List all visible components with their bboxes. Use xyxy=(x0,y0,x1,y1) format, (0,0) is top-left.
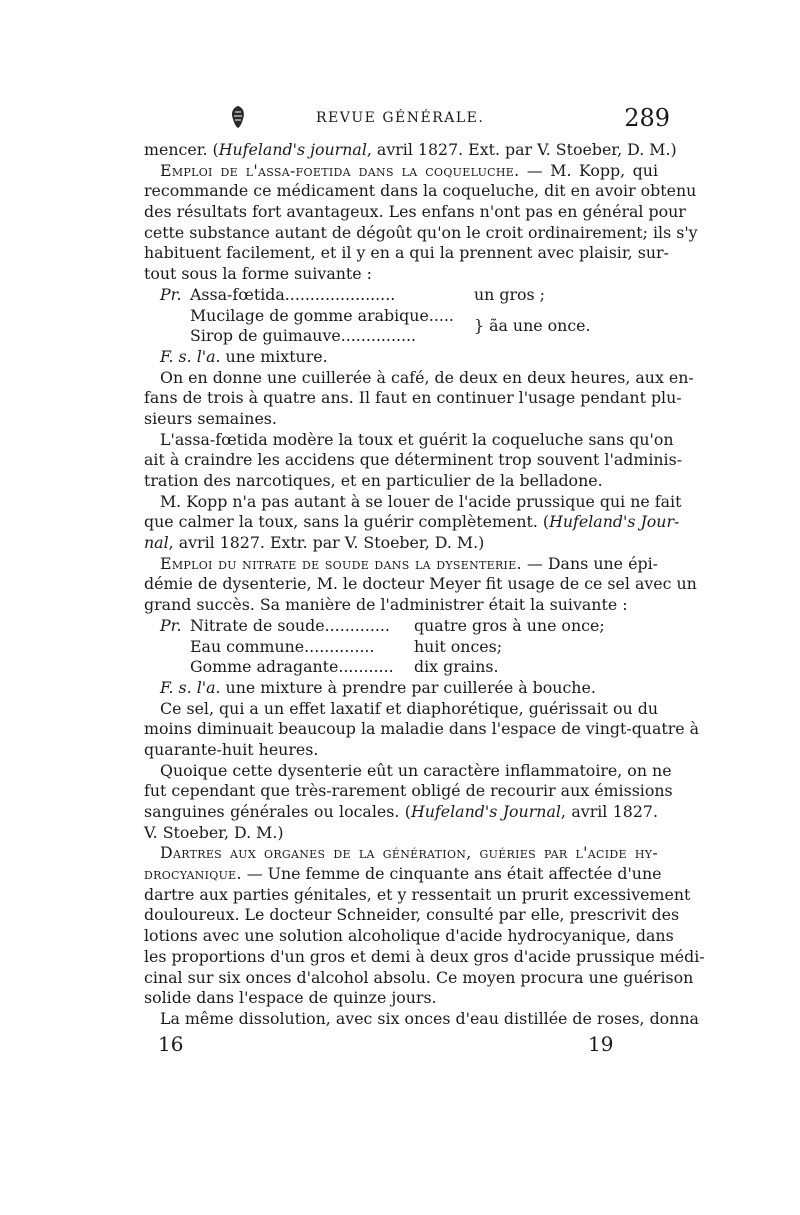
prescription-prefix: Pr. xyxy=(160,284,182,304)
prescription-item: Pr. Assa-fœtida...................... un gros ; xyxy=(160,284,545,304)
page-number: 289 xyxy=(624,104,670,132)
shared-dose: } ãa une once. xyxy=(474,315,591,335)
text-line: cette substance autant de dégoût qu'on le croit ordinairement; ils s'y xyxy=(144,222,698,242)
text-line: L'assa-fœtida modère la toux et guérit la coqueluche sans qu'on xyxy=(160,429,674,449)
text-line: Quoique cette dysenterie eût un caractère inflammatoire, on ne xyxy=(160,760,672,780)
page-body xyxy=(144,140,705,1030)
text-line: On en donne une cuillerée à café, de deux en deux heures, aux en- xyxy=(160,367,694,387)
text-line: fans de trois à quatre ans. Il faut en continuer l'usage pendant plu- xyxy=(144,388,682,408)
text-line: sieurs semaines. xyxy=(144,408,277,428)
text-line: M. Kopp n'a pas autant à se louer de l'acide prussique qui ne fait xyxy=(160,491,682,511)
running-title: REVUE GÉNÉRALE. xyxy=(316,110,485,126)
printer-ornament-icon xyxy=(228,104,248,130)
prescription-item: Eau commune.............. huit onces; xyxy=(190,636,503,656)
text-line: ait à craindre les accidens que déterminent trop souvent l'adminis- xyxy=(144,450,683,470)
prescription-instruction: F. s. l'a. une mixture. xyxy=(160,346,328,366)
section-title: Emploi de l'assa-foetida dans la coqueluche. xyxy=(160,160,520,180)
text-line: recommande ce médicament dans la coqueluche, dit en avoir obtenu xyxy=(144,181,697,201)
text-line: quarante-huit heures. xyxy=(144,739,319,759)
text-line: douloureux. Le docteur Schneider, consulté par elle, prescrivit des xyxy=(144,905,680,925)
page-footer xyxy=(148,1032,648,1062)
text-line: dartre aux parties génitales, et y ressentait un prurit excessivement xyxy=(144,884,691,904)
text-line: cinal sur six onces d'alcohol absolu. Ce moyen procura une guérison xyxy=(144,967,694,987)
text-line: que calmer la toux, sans la guérir complètement. (Hufeland's Jour- xyxy=(144,512,680,532)
text-line: solide dans l'espace de quinze jours. xyxy=(144,988,437,1008)
section-heading-line: drocyanique. — Une femme de cinquante ans était affectée d'une xyxy=(144,864,662,884)
text-line: habituent facilement, et il y en a qui la prennent avec plaisir, sur- xyxy=(144,243,669,263)
text-line: grand succès. Sa manière de l'administrer était la suivante : xyxy=(144,595,628,615)
text-line: nal, avril 1827. Extr. par V. Stoeber, D. M.) xyxy=(144,533,485,553)
prescription-2 xyxy=(144,616,658,699)
section-heading-line: Emploi du nitrate de soude dans la dysenterie. — Dans une épi- xyxy=(160,553,658,573)
text-line: tration des narcotiques, et en particulier de la belladone. xyxy=(144,471,603,490)
text-line: moins diminuait beaucoup la maladie dans l'espace de vingt-quatre à xyxy=(144,719,700,739)
text-line: les proportions d'un gros et demi à deux gros d'acide prussique médi- xyxy=(144,946,705,966)
signature-mark-left: 16 xyxy=(158,1032,184,1056)
prescription-instruction: F. s. l'a. une mixture à prendre par cuillerée à bouche. xyxy=(160,677,596,697)
prescription-1 xyxy=(144,285,658,368)
text-line: lotions avec une solution alcoholique d'acide hydrocyanique, dans xyxy=(144,926,674,946)
prescription-prefix: Pr. xyxy=(160,615,182,635)
section-title: Emploi du nitrate de soude dans la dysenterie. xyxy=(160,553,522,573)
text-line: sanguines générales ou locales. (Hufeland's Journal, avril 1827. xyxy=(144,802,658,821)
text-line: démie de dysenterie, M. le docteur Meyer fit usage de ce sel avec un xyxy=(144,574,697,594)
text-line: des résultats fort avantageux. Les enfans n'ont pas en général pour xyxy=(144,202,686,222)
prescription-item: Sirop de guimauve............... xyxy=(190,326,417,346)
text-line: Ce sel, qui a un effet laxatif et diaphorétique, guérissait ou du xyxy=(160,698,658,718)
section-heading-line: Emploi de l'assa-foetida dans la coqueluche. — M. Kopp, qui xyxy=(160,160,658,180)
prescription-item: Pr. Nitrate de soude............. quatre gros à une once; xyxy=(160,615,605,635)
text-line: La même dissolution, avec six onces d'eau distillée de roses, donna xyxy=(160,1008,699,1028)
prescription-item: Mucilage de gomme arabique..... } ãa une once. xyxy=(190,305,591,335)
section-title: drocyanique. xyxy=(144,864,242,884)
signature-mark-right: 19 xyxy=(588,1032,614,1056)
section-title: Dartres aux organes de la génération, guéries par l'acide hy- xyxy=(160,843,658,863)
text-line: V. Stoeber, D. M.) xyxy=(144,822,284,842)
page-header xyxy=(146,102,670,136)
text-line: mencer. (Hufeland's journal, avril 1827. Ext. par V. Stoeber, D. M.) xyxy=(144,140,677,159)
prescription-item: Gomme adragante........... dix grains. xyxy=(190,657,499,677)
text-line: fut cependant que très-rarement obligé de recourir aux émissions xyxy=(144,781,673,801)
text-line: tout sous la forme suivante : xyxy=(144,264,372,284)
